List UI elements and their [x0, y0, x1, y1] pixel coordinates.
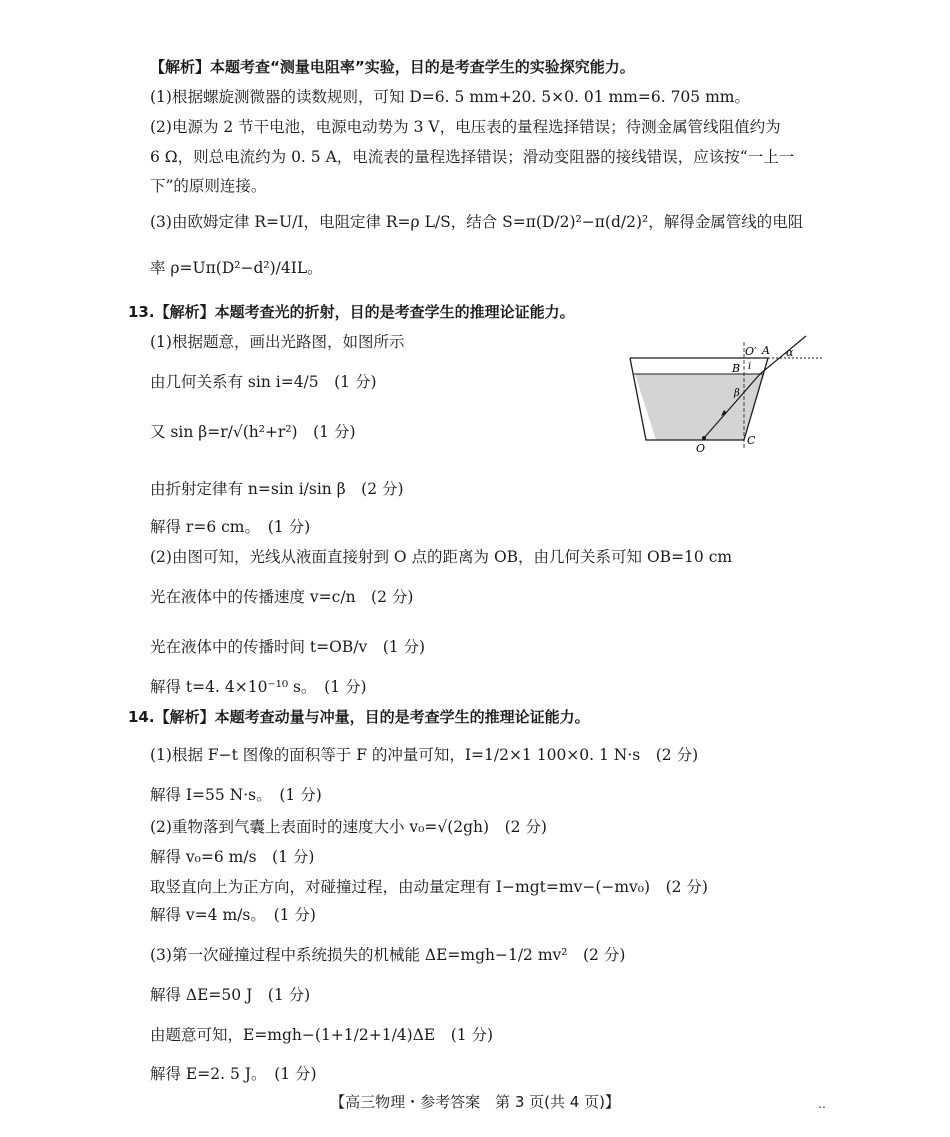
q12-part2-line1: (2)电源为 2 节干电池，电源电动势为 3 V，电压表的量程选择错误；待测金属管线阻值约为	[150, 118, 781, 136]
q13-heading	[128, 302, 575, 322]
q13-number: 13.	[128, 303, 155, 321]
label-c: C	[747, 434, 756, 447]
q13-line9: 解得 t=4. 4×10⁻¹⁰ s。 (1 分)	[150, 678, 367, 696]
q12-heading: 【解析】本题考查“测量电阻率”实验，目的是考查学生的实验探究能力。	[150, 58, 635, 76]
q14-line4: 解得 v₀=6 m/s (1 分)	[150, 848, 315, 866]
q12-part2-line2: 6 Ω，则总电流约为 0. 5 A，电流表的量程选择错误；滑动变阻器的接线错误，应该按“一上一	[150, 148, 795, 166]
q14-line9: 由题意可知，E=mgh−(1+1/2+1/4)ΔE (1 分)	[150, 1026, 494, 1044]
q14-line7: (3)第一次碰撞过程中系统损失的机械能 ΔE=mgh−1/2 mv² (2 分)	[150, 946, 626, 964]
label-o-prime: O′	[745, 345, 757, 358]
q13-line6: (2)由图可知，光线从液面直接射到 O 点的距离为 OB，由几何关系可知 OB=10 cm	[150, 548, 733, 566]
q13-line5: 解得 r=6 cm。 (1 分)	[150, 518, 311, 536]
corner-mark: ‥	[818, 1097, 827, 1111]
q14-line6: 解得 v=4 m/s。 (1 分)	[150, 906, 316, 924]
q14-line2: 解得 I=55 N·s。 (1 分)	[150, 786, 322, 804]
q12-part3-line1: (3)由欧姆定律 R=U/I，电阻定律 R=ρ L/S，结合 S=π(D/2)²−π(d/2)²，解得金属管线的电阻	[150, 213, 804, 231]
label-alpha: α	[786, 346, 794, 359]
q12-part3-line2: 率 ρ=Uπ(D²−d²)/4IL。	[150, 259, 323, 277]
liquid-region	[635, 374, 764, 440]
label-i: i	[748, 361, 752, 372]
q14-number: 14.	[128, 708, 155, 726]
q13-line1: (1)根据题意，画出光路图，如图所示	[150, 333, 405, 351]
q13-line7: 光在液体中的传播速度 v=c/n (2 分)	[150, 588, 414, 606]
q12-part2-line3: 下”的原则连接。	[150, 177, 267, 195]
q14-line3: (2)重物落到气囊上表面时的速度大小 v₀=√(2gh) (2 分)	[150, 818, 547, 836]
q14-line5: 取竖直向上为正方向，对碰撞过程，由动量定理有 I−mgt=mv−(−mv₀) (2 分)	[150, 878, 708, 896]
q12-part1	[150, 87, 750, 107]
label-beta: β	[734, 388, 740, 399]
q13-heading-text: 【解析】本题考查光的折射，目的是考查学生的推理论证能力。	[154, 303, 575, 321]
label-o: O	[696, 442, 706, 455]
q13-line8: 光在液体中的传播时间 t=OB/v (1 分)	[150, 638, 426, 656]
q13-line4: 由折射定律有 n=sin i/sin β (2 分)	[150, 480, 404, 498]
q14-line8: 解得 ΔE=50 J (1 分)	[150, 986, 311, 1004]
label-a: A	[762, 344, 770, 357]
page-footer: 【高三物理・参考答案 第 3 页(共 4 页)】	[330, 1093, 620, 1111]
q12-part1-text: (1)根据螺旋测微器的读数规则，可知 D=6. 5 mm+20. 5×0. 01 mm=6. 705 mm。	[150, 88, 750, 106]
q13-line2: 由几何关系有 sin i=4/5 (1 分)	[150, 373, 377, 391]
q13-line3: 又 sin β=r/√(h²+r²) (1 分)	[150, 423, 356, 441]
point-o-dot	[702, 436, 706, 440]
light-path-diagram	[628, 330, 828, 455]
q14-heading-text: 【解析】本题考查动量与冲量，目的是考查学生的推理论证能力。	[154, 708, 590, 726]
q14-line1: (1)根据 F−t 图像的面积等于 F 的冲量可知，I=1/2×1 100×0. 1 N·s (2 分)	[150, 746, 699, 764]
q14-heading	[128, 707, 590, 727]
label-b: B	[732, 362, 741, 375]
q14-line10: 解得 E=2. 5 J。 (1 分)	[150, 1065, 317, 1083]
